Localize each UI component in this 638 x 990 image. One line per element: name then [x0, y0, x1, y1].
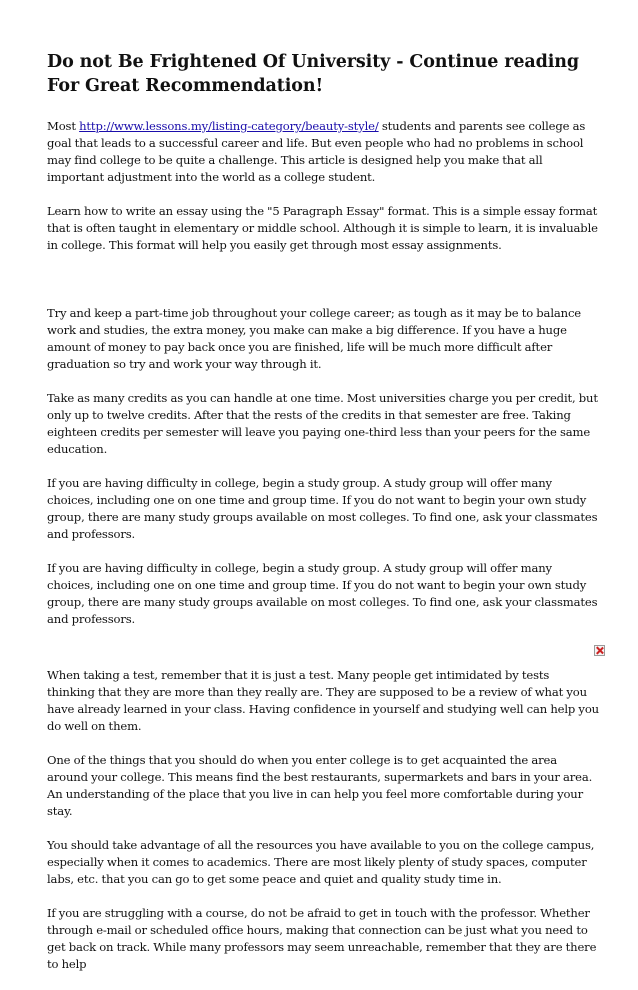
embedded-image [47, 645, 599, 665]
paragraph-intro-rest: students and parents see college as goal that leads to a successful career and life. But even people who had no problems in school may find college to be quite a challenge. This article is designed help you make that all important adjustment into the world as a college student. [47, 119, 586, 184]
broken-image-icon [594, 645, 605, 656]
paragraph-test: When taking a test, remember that it is just a test. Many people get intimidated by tests thinking that they are more than they really are. They are supposed to be a review of what you have already learned in your class. Having confidence in yourself and studying well can help you do well on them. [47, 668, 599, 733]
paragraph-area: One of the things that you should do when you enter college is to get acquainted the area around your college. This means find the best restaurants, supermarkets and bars in your area. An understanding of the place that you live in can help you feel more comfortable during your stay. [47, 753, 593, 818]
paragraph-essay-format: Learn how to write an essay using the "5 Paragraph Essay" format. This is a simple essay format that is often taught in elementary or middle school. Although it is simple to learn, it is invaluable in college. This format will help you easily get through most essay assignments. [47, 204, 598, 252]
document-title: Do not Be Frightened Of University - Continue reading For Great Recommendation! [47, 52, 580, 96]
paragraph-study-group-1: If you are having difficulty in college, begin a study group. A study group will offer many choices, including one on one time and group time. If you do not want to begin your own study group, there are many study groups available on most colleges. To find one, ask your classmates and professors. [47, 476, 598, 541]
paragraph-intro [47, 118, 599, 186]
paragraph-part-time-job: Try and keep a part-time job throughout your college career; as tough as it may be to balance work and studies, the extra money, you make can make a big difference. If you have a huge amount of money to pay back once you are finished, life will be much more difficult after graduation so try and work your way through it. [47, 306, 582, 371]
blank-space [47, 271, 599, 305]
beauty-style-link[interactable]: http://www.lessons.my/listing-category/beauty-style/ [79, 119, 379, 133]
paragraph-professor: If you are struggling with a course, do not be afraid to get in touch with the professor. Whether through e-mail or scheduled office hours, making that connection can be just what you need to get back on track. While many professors may seem unreachable, remember that they are there to help [47, 906, 597, 971]
document-page [47, 50, 599, 990]
paragraph-resources: You should take advantage of all the resources you have available to you on the college campus, especially when it comes to academics. There are most likely plenty of study spaces, computer labs, etc. that you can go to get some peace and quiet and quality study time in. [47, 838, 595, 886]
paragraph-intro-lead: Most [47, 119, 80, 133]
paragraph-credits: Take as many credits as you can handle at one time. Most universities charge you per credit, but only up to twelve credits. After that the rests of the credits in that semester are free. Taking eighteen credits per semester will leave you paying one-third less than your peers for the same education. [47, 391, 598, 456]
paragraph-study-group-2: If you are having difficulty in college, begin a study group. A study group will offer many choices, including one on one time and group time. If you do not want to begin your own study group, there are many study groups available on most colleges. To find one, ask your classmates and professors. [47, 561, 598, 626]
